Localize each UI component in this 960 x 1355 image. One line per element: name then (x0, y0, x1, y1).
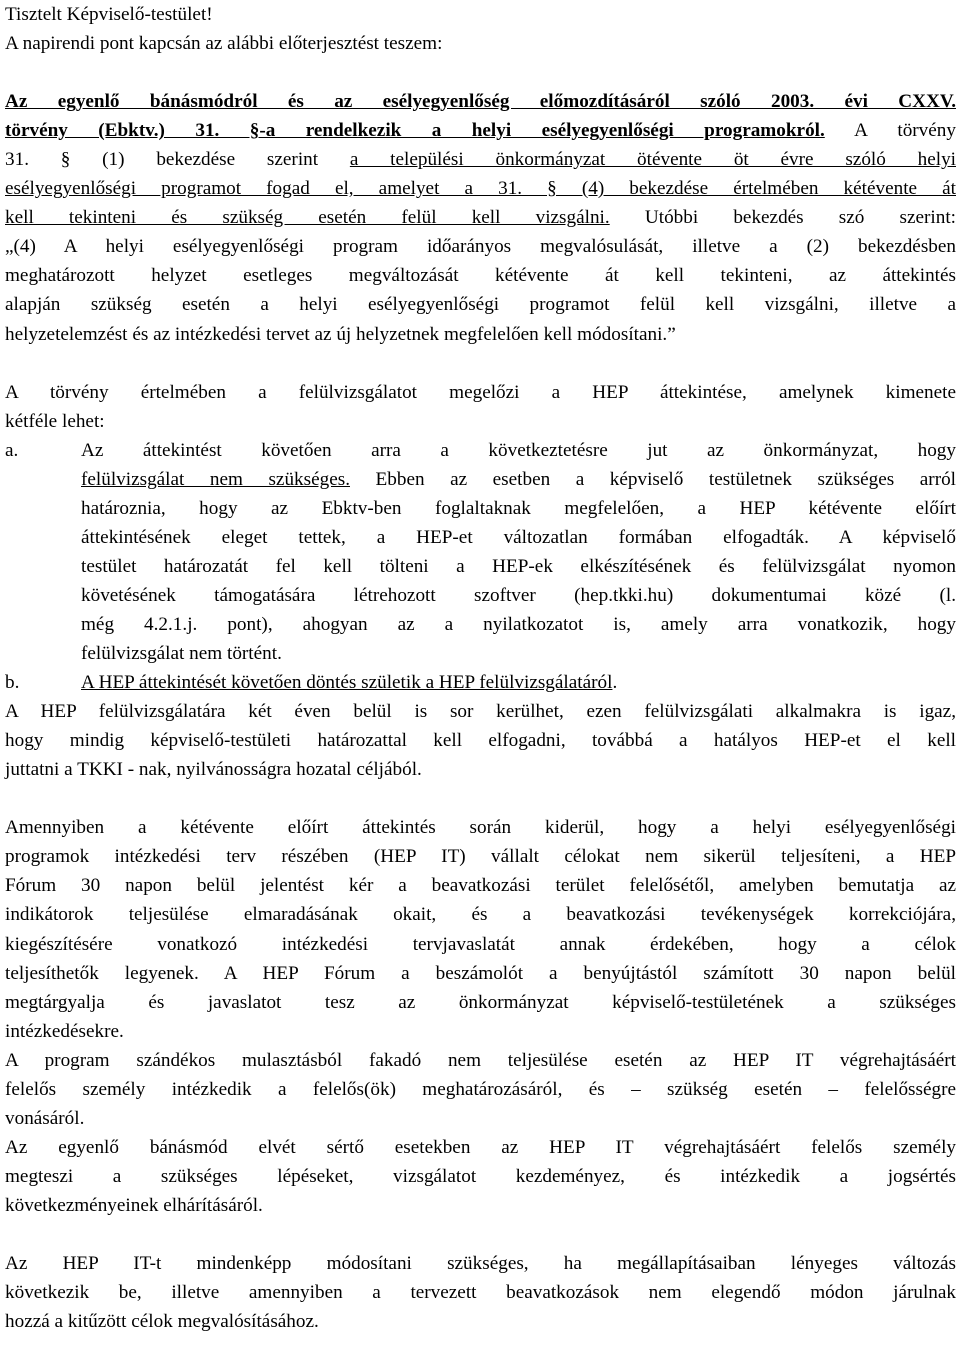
spacer (5, 349, 956, 378)
p4-line-2: programok intézkedési terv részében (HEP IT) vállalt célokat nem sikerül teljesíteni, a HEP (5, 846, 956, 868)
paragraph-equal-treatment (5, 1133, 956, 1220)
p4-line-6: teljesíthetők legyenek. A HEP Fórum a beszámolót a benyújtástól számított 30 napon belül (5, 962, 956, 984)
spacer (5, 784, 956, 813)
paragraph-law-intro (5, 87, 956, 348)
item-a-line-2: felülvizsgálat nem szükséges. Ebben az esetben a képviselő testületnek szükséges arról (81, 468, 957, 490)
p7-line-3: hozzá a kitűzött célok megvalósításához. (5, 1311, 319, 1333)
spacer (5, 1220, 956, 1249)
p3-line-2: hogy mindig képviselő-testületi határozattal kell elfogadni, továbbá a hatályos HEP-et el kell (5, 730, 956, 752)
p4-line-5: kiegészítésére vonatkozó intézkedési tervjavaslatát annak érdekében, hogy a célok (5, 933, 956, 955)
p4-line-1: Amennyiben a kétévente előírt áttekintés során kiderül, hogy a helyi esélyegyenlőségi (5, 817, 956, 839)
outcomes-line-2: kétféle lehet: (5, 410, 105, 432)
paragraph-modification (5, 1249, 956, 1336)
quote-line-4: helyzetelemzést és az intézkedési tervet az új helyzetnek megfelelően kell módosítani.” (5, 323, 676, 345)
p7-line-2: következik be, illetve amennyiben a tervezett beavatkozások nem elegendő módon járulnak (5, 1282, 956, 1304)
paragraph-review-within-two-years (5, 697, 956, 784)
spacer (5, 58, 956, 87)
item-b-line-1: b. A HEP áttekintését követően döntés születik a HEP felülvizsgálatáról. (81, 668, 956, 697)
paragraph-hep-forum (5, 813, 956, 1045)
quote-line-1: „(4) A helyi esélyegyenlőségi program időarányos megvalósulását, illetve a (2) bekezdésben (5, 236, 956, 258)
p4-line-3: Fórum 30 napon belül jelentést kér a beavatkozási terület felelősétől, amelyben bemutatja az (5, 875, 956, 897)
p6-line-2: megteszi a szükséges lépéseket, vizsgálatot kezdeményez, és intézkedik a jogsértés (5, 1165, 956, 1187)
item-a-line-5: testület határozatát fel kell tölteni a HEP-ek elkészítésének és felülvizsgálat nyomon (81, 555, 956, 577)
law-line-4: esélyegyenlőségi programot fogad el, amelyet a 31. § (4) bekezdése értelmében kétévente át (5, 178, 956, 200)
p3-line-3: juttatni a TKKI - nak, nyilvánosságra hozatal céljából. (5, 759, 422, 781)
intro-line: A napirendi pont kapcsán az alábbi előterjesztést teszem: (5, 33, 443, 55)
law-line-3: 31. § (1) bekezdése szerint a települési önkormányzat ötévente öt évre szóló helyi (5, 149, 956, 171)
outcomes-line-1: A törvény értelmében a felülvizsgálatot megelőzi a HEP áttekintése, amelynek kimenete (5, 381, 956, 403)
law-title-line: Az egyenlő bánásmódról és az esélyegyenlőség előmozdításáról szóló 2003. évi CXXV. (5, 91, 956, 113)
item-a-line-4: áttekintésének eleget tettek, a HEP-et változatlan formában elfogadták. A képviselő (81, 526, 956, 548)
law-line-2: törvény (Ebktv.) 31. §-a rendelkezik a helyi esélyegyenlőségi programokról. A törvény (5, 120, 956, 142)
p5-line-1: A program szándékos mulasztásból fakadó nem teljesülése esetén az HEP IT végrehajtásáért (5, 1049, 956, 1071)
paragraph-review-outcomes (5, 378, 956, 436)
p4-line-7: megtárgyalja és javaslatot tesz az önkormányzat képviselő-testületének a szükséges (5, 991, 956, 1013)
list-item-a (5, 436, 956, 668)
item-b-marker: b. (5, 672, 20, 694)
paragraph-negligence (5, 1046, 956, 1133)
item-a-marker: a. (5, 439, 19, 461)
quote-line-3: alapján szükség esetén a helyi esélyegyenlőségi programot felül kell vizsgálni, illetve a (5, 294, 956, 316)
quote-line-2: meghatározott helyzet esetleges megváltozását kétévente át kell tekinteni, az áttekintés (5, 265, 956, 287)
p4-line-8: intézkedésekre. (5, 1020, 124, 1042)
greeting: Tisztelt Képviselő-testület! (5, 4, 213, 25)
item-a-line-7: még 4.2.1.j. pont), ahogyan az a nyilatkozatot is, amely arra vonatkozik, hogy (81, 613, 956, 635)
law-line-5: kell tekinteni és szükség esetén felül kell vizsgálni. Utóbbi bekezdés szó szerint: (5, 207, 957, 229)
item-a-line-8: felülvizsgálat nem történt. (81, 643, 282, 665)
p6-line-1: Az egyenlő bánásmód elvét sértő esetekben az HEP IT végrehajtásáért felelős személy (5, 1136, 956, 1158)
p5-line-2: felelős személy intézkedik a felelős(ök) meghatározásáról, és – szükség esetén – felelősségre (5, 1078, 956, 1100)
p6-line-3: következményeinek elhárításáról. (5, 1194, 263, 1216)
p4-line-4: indikátorok teljesülése elmaradásának okait, és a beavatkozási tevékenységek korrekciójára, (5, 904, 956, 926)
p7-line-1: Az HEP IT-t mindenképp módosítani szükséges, ha megállapításaiban lényeges változás (5, 1253, 956, 1275)
p5-line-3: vonásáról. (5, 1107, 85, 1129)
p3-line-1: A HEP felülvizsgálatára két éven belül is sor kerülhet, ezen felülvizsgálati alkalmakra is igaz, (5, 701, 956, 723)
item-a-line-6: követésének támogatására létrehozott szoftver (hep.tkki.hu) dokumentumai közé (l. (81, 584, 956, 606)
item-a-line-1: a. Az áttekintést követően arra a következtetésre jut az önkormányzat, hogy (81, 436, 956, 465)
item-a-line-3: határoznia, hogy az Ebktv-ben foglaltaknak megfelelően, a HEP kétévente előírt (81, 497, 956, 519)
list-item-b (5, 668, 956, 697)
